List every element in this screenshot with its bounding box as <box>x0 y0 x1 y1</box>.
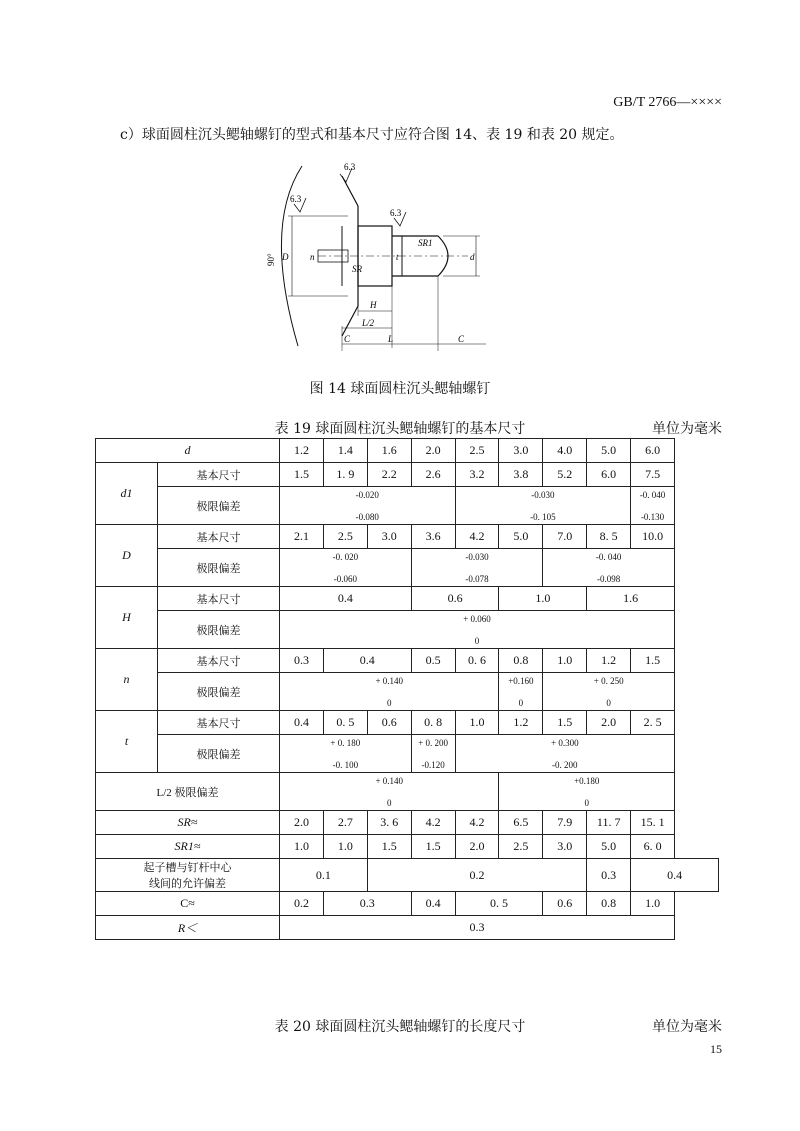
table-row <box>96 916 719 940</box>
row-label: t <box>96 711 158 773</box>
dim-label-SR1: SR1 <box>418 238 433 248</box>
table-cell: 5.0 <box>587 439 631 463</box>
lower-deviation: 0 <box>518 698 524 708</box>
dimension-table <box>95 438 719 940</box>
row-label: n <box>96 649 158 711</box>
angle-label: 90° <box>266 253 276 266</box>
table-cell: 2.6 <box>411 463 455 487</box>
table-cell: 0.4 <box>280 711 324 735</box>
upper-deviation: + 0.140 <box>375 676 404 686</box>
row-label: R＜ <box>96 916 280 940</box>
table-cell: 0.8 <box>587 892 631 916</box>
table-row <box>96 611 719 649</box>
table-cell: 0.4 <box>280 587 412 611</box>
lower-deviation: -0.060 <box>333 574 357 584</box>
upper-deviation: + 0. 180 <box>330 738 361 748</box>
tolerance-cell <box>280 773 499 811</box>
tolerance-cell <box>455 735 674 773</box>
row-sublabel: 极限偏差 <box>158 611 280 649</box>
lower-deviation: -0. 105 <box>530 512 556 522</box>
table-cell: 0.4 <box>323 649 411 673</box>
slot-label-line: 线间的允许偏差 <box>149 878 226 890</box>
upper-deviation: + 0.060 <box>463 614 491 624</box>
tolerance-cell <box>280 735 412 773</box>
upper-deviation: -0.020 <box>355 490 379 500</box>
table-cell: 0.3 <box>323 892 411 916</box>
row-sublabel: 极限偏差 <box>158 735 280 773</box>
dim-label-H: H <box>370 300 377 310</box>
table-row <box>96 487 719 525</box>
dim-label-SR: SR <box>352 264 362 274</box>
table-cell: 1.0 <box>323 835 367 859</box>
lower-deviation: -0. 100 <box>332 760 359 770</box>
table-cell: 1.0 <box>631 892 675 916</box>
tolerance-cell <box>280 487 456 525</box>
figure-caption: 图 14 球面圆柱沉头鳃轴螺钉 <box>309 381 491 397</box>
upper-deviation: -0.030 <box>465 552 489 562</box>
row-sublabel: 基本尺寸 <box>158 649 280 673</box>
table-cell: 3.0 <box>367 525 411 549</box>
upper-deviation: -0. 040 <box>595 552 622 562</box>
table-cell: 3.8 <box>499 463 543 487</box>
lower-deviation: -0. 200 <box>552 760 578 770</box>
dim-label-D: D <box>282 252 289 262</box>
table-cell: 1.0 <box>543 649 587 673</box>
table-row <box>96 835 719 859</box>
table-cell: 1.6 <box>587 587 675 611</box>
lower-deviation: 0 <box>474 636 480 646</box>
tolerance-cell <box>455 487 631 525</box>
row-sublabel: 极限偏差 <box>158 673 280 711</box>
table-cell: 3.0 <box>499 439 543 463</box>
table-cell: 0. 8 <box>411 711 455 735</box>
table-cell: 5.0 <box>499 525 543 549</box>
tolerance-cell <box>411 735 455 773</box>
table-cell: 5.2 <box>543 463 587 487</box>
row-sublabel: 基本尺寸 <box>158 463 280 487</box>
roughness-label: 6.3 <box>390 208 402 218</box>
row-label: D <box>96 525 158 587</box>
row-label: d1 <box>96 463 158 525</box>
table-cell: 1.4 <box>323 439 367 463</box>
row-sublabel: 极限偏差 <box>158 549 280 587</box>
table-row <box>96 463 719 487</box>
table-caption: 表 19 球面圆柱沉头鳃轴螺钉的基本尺寸 <box>274 421 526 437</box>
upper-deviation: +0.180 <box>574 776 600 786</box>
row-label: H <box>96 587 158 649</box>
table-cell: 6.0 <box>587 463 631 487</box>
lower-deviation: -0.130 <box>640 512 665 522</box>
table-cell: 15. 1 <box>631 811 675 835</box>
table-row <box>96 649 719 673</box>
tolerance-cell <box>631 487 675 525</box>
table-cell: 4.2 <box>411 811 455 835</box>
lower-deviation: 0 <box>386 698 392 708</box>
table-cell: 11. 7 <box>587 811 631 835</box>
page-number: 15 <box>710 1042 722 1056</box>
table-cell: 2.2 <box>367 463 411 487</box>
upper-deviation: + 0.140 <box>375 776 404 786</box>
table-cell: 1. 9 <box>323 463 367 487</box>
table-row <box>96 811 719 835</box>
table-cell: 0.6 <box>367 711 411 735</box>
row-sublabel: 基本尺寸 <box>158 525 280 549</box>
dim-label-d: d <box>470 252 475 262</box>
table-cell: 2.5 <box>455 439 499 463</box>
table-cell: 8. 5 <box>587 525 631 549</box>
lower-deviation: -0.080 <box>355 512 379 522</box>
table-cell: 0.2 <box>280 892 324 916</box>
table-cell: 0.6 <box>543 892 587 916</box>
tolerance-cell <box>543 549 675 587</box>
lower-deviation: 0 <box>386 798 392 808</box>
table-cell: 0.8 <box>499 649 543 673</box>
table-cell: 0.3 <box>280 649 324 673</box>
table-cell: 0.4 <box>411 892 455 916</box>
row-label <box>96 859 280 892</box>
table-cell: 2.0 <box>411 439 455 463</box>
row-sublabel: 极限偏差 <box>158 487 280 525</box>
table-cell: 10.0 <box>631 525 675 549</box>
table-cell: 0. 5 <box>323 711 367 735</box>
table-cell: 2.0 <box>280 811 324 835</box>
table-cell: 1.0 <box>455 711 499 735</box>
table-cell: 1.5 <box>543 711 587 735</box>
table-cell: 3.6 <box>411 525 455 549</box>
screw-drawing <box>258 156 498 356</box>
table-cell: 5.0 <box>587 835 631 859</box>
lower-deviation: -0.078 <box>465 574 489 584</box>
row-sublabel: 基本尺寸 <box>158 587 280 611</box>
table-cell: 0.6 <box>411 587 499 611</box>
table-cell: 2.5 <box>323 525 367 549</box>
table-cell: 7.5 <box>631 463 675 487</box>
lower-deviation: 0 <box>584 798 589 808</box>
tolerance-cell <box>280 673 499 711</box>
tolerance-cell <box>411 549 543 587</box>
table-cell: 0.3 <box>587 859 631 892</box>
table-cell: 0.4 <box>631 859 719 892</box>
table-cell: 0. 6 <box>455 649 499 673</box>
standard-number: GB/T 2766—×××× <box>613 95 722 110</box>
row-label: d <box>96 439 280 463</box>
table-cell: 2.5 <box>499 835 543 859</box>
table-cell: 6.0 <box>631 439 675 463</box>
table-row <box>96 711 719 735</box>
upper-deviation: -0. 040 <box>639 490 666 500</box>
table-cell: 0.3 <box>280 916 675 940</box>
table-cell: 3. 6 <box>367 811 411 835</box>
table-cell: 1.5 <box>367 835 411 859</box>
table-row <box>96 735 719 773</box>
table-row <box>96 439 719 463</box>
table-cell: 6. 0 <box>631 835 675 859</box>
table-cell: 1.2 <box>280 439 324 463</box>
table-cell: 7.9 <box>543 811 587 835</box>
dim-label-t: t <box>396 252 399 262</box>
table-row <box>96 892 719 916</box>
table-cell: 1.5 <box>280 463 324 487</box>
table-cell: 2.0 <box>455 835 499 859</box>
table-cell: 3.2 <box>455 463 499 487</box>
table-row <box>96 549 719 587</box>
tolerance-cell <box>499 773 675 811</box>
tolerance-cell <box>280 611 675 649</box>
dim-label-L: L <box>388 334 394 344</box>
table-cell: 0.2 <box>367 859 586 892</box>
intro-paragraph: c）球面圆柱沉头鳃轴螺钉的型式和基本尺寸应符合图 14、表 19 和表 20 规定。 <box>120 127 624 143</box>
lower-deviation: -0.098 <box>597 574 621 584</box>
row-label: SR≈ <box>96 811 280 835</box>
table-cell: 7.0 <box>543 525 587 549</box>
unit-note: 单位为毫米 <box>652 1019 722 1035</box>
upper-deviation: -0.030 <box>531 490 555 500</box>
table-row <box>96 859 719 892</box>
table-cell: 0. 5 <box>455 892 543 916</box>
table-row <box>96 525 719 549</box>
upper-deviation: +0.160 <box>508 676 534 686</box>
dim-label-L2: L/2 <box>362 318 375 328</box>
upper-deviation: -0. 020 <box>332 552 359 562</box>
table-cell: 1.6 <box>367 439 411 463</box>
table-cell: 4.2 <box>455 811 499 835</box>
table-row <box>96 587 719 611</box>
table-cell: 2.0 <box>587 711 631 735</box>
table-cell: 1.0 <box>499 587 587 611</box>
upper-deviation: + 0. 250 <box>593 676 624 686</box>
upper-deviation: + 0. 200 <box>418 738 449 748</box>
table-cell: 2. 5 <box>631 711 675 735</box>
unit-note: 单位为毫米 <box>652 421 722 437</box>
tolerance-cell <box>499 673 543 711</box>
table-cell: 0.1 <box>280 859 368 892</box>
table-cell: 1.5 <box>411 835 455 859</box>
row-sublabel: 基本尺寸 <box>158 711 280 735</box>
table-cell: 1.2 <box>499 711 543 735</box>
table-cell: 4.2 <box>455 525 499 549</box>
table-cell: 1.5 <box>631 649 675 673</box>
table-row <box>96 673 719 711</box>
table-caption: 表 20 球面圆柱沉头鳃轴螺钉的长度尺寸 <box>274 1019 526 1035</box>
table-cell: 2.7 <box>323 811 367 835</box>
dim-label-C: C <box>344 334 351 344</box>
dim-label-C: C <box>458 334 465 344</box>
tolerance-cell <box>543 673 675 711</box>
row-label: SR1≈ <box>96 835 280 859</box>
table-cell: 4.0 <box>543 439 587 463</box>
row-label: C≈ <box>96 892 280 916</box>
lower-deviation: 0 <box>606 698 611 708</box>
table-row <box>96 773 719 811</box>
table-cell: 3.0 <box>543 835 587 859</box>
table-cell: 1.0 <box>280 835 324 859</box>
lower-deviation: -0.120 <box>421 760 445 770</box>
row-label: L/2 极限偏差 <box>96 773 280 811</box>
table-cell: 2.1 <box>280 525 324 549</box>
upper-deviation: + 0.300 <box>551 738 579 748</box>
roughness-label: 6.3 <box>290 194 302 204</box>
dim-label-n: n <box>310 252 315 262</box>
roughness-label: 6.3 <box>344 162 356 172</box>
slot-label-line: 起子槽与钉杆中心 <box>143 862 232 874</box>
table-cell: 1.2 <box>587 649 631 673</box>
table-cell: 6.5 <box>499 811 543 835</box>
table-cell: 0.5 <box>411 649 455 673</box>
tolerance-cell <box>280 549 412 587</box>
